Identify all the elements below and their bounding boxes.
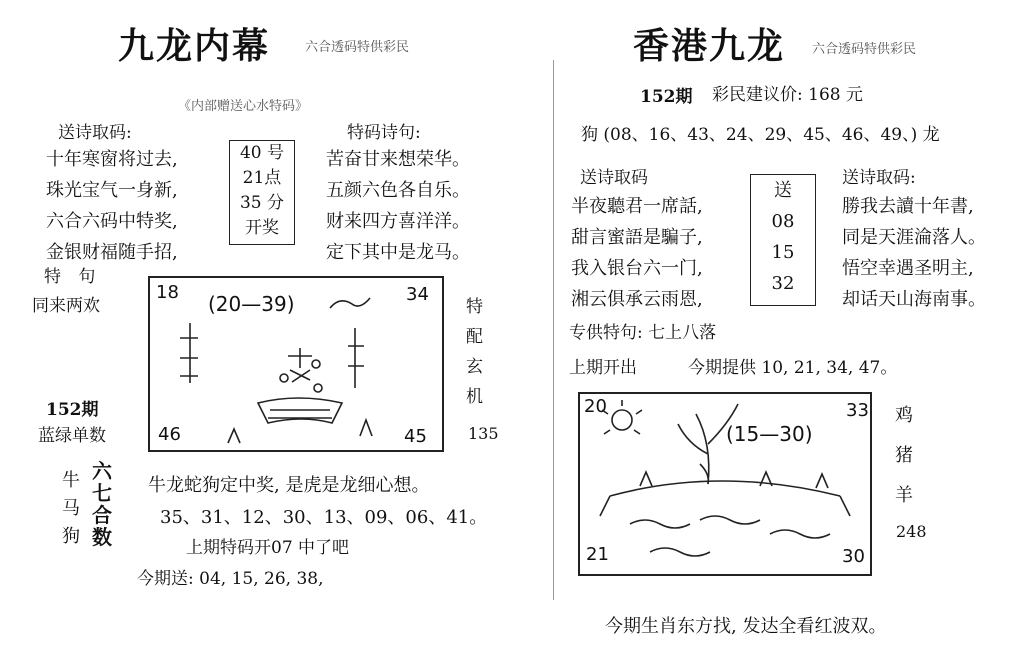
side-char: 机: [466, 387, 483, 407]
draw-box-line: 35 分: [239, 193, 285, 213]
right-side-number: 248: [896, 522, 927, 541]
left-special-text: 同来两欢: [32, 296, 100, 316]
left-line1: 牛龙蛇狗定中奖, 是虎是龙细心想。: [148, 475, 430, 496]
left-picture-frame: [148, 276, 444, 452]
zodiac-char: 马: [62, 498, 80, 519]
picture-number: 30: [842, 546, 865, 567]
zodiac-char: 牛: [62, 470, 80, 491]
send-box-line: 08: [771, 211, 795, 232]
zodiac-char: 鸡: [895, 405, 913, 426]
left-poem-lines: [46, 144, 178, 268]
left-code-poem-label: 特码诗句:: [347, 123, 421, 143]
zodiac-char: 羊: [895, 485, 913, 506]
left-zodiac-col: [62, 467, 80, 551]
right-issue: 152期: [640, 87, 693, 107]
poem-line: 悟空幸遇圣明主,: [842, 258, 974, 279]
right-send-box: [750, 174, 816, 306]
picture-number: 45: [404, 426, 427, 447]
poem-line: 勝我去讀十年書,: [842, 196, 974, 217]
six-seven-char: 数: [92, 525, 112, 549]
picture-number: 20: [584, 396, 607, 417]
picture-number: 46: [158, 424, 181, 445]
right-sketch-drawing: [580, 394, 870, 574]
center-divider: [553, 60, 554, 600]
left-special-label: 特 句: [44, 267, 102, 287]
code-poem-line: 定下其中是龙马。: [326, 242, 470, 263]
left-poem-label: 送诗取码:: [58, 123, 132, 143]
left-side-number: 135: [468, 424, 499, 443]
zodiac-char: 猪: [895, 445, 913, 466]
picture-number: 34: [406, 284, 429, 305]
right-side-zodiac: [895, 396, 913, 516]
left-line2: 35、31、12、30、13、09、06、41。: [160, 507, 488, 528]
left-sketch-drawing: [150, 278, 442, 450]
left-title-sub: 六合透码特供彩民: [305, 40, 410, 55]
picture-number: 18: [156, 282, 179, 303]
draw-box-line: 40 号: [239, 143, 285, 163]
code-poem-line: 财来四方喜洋洋。: [326, 211, 470, 232]
left-line4: 今期送: 04, 15, 26, 38,: [137, 569, 324, 589]
code-poem-line: 苦奋甘来想荣华。: [326, 149, 470, 170]
left-side-vertical: [466, 292, 486, 412]
poem-line: 甜言蜜語是騙子,: [571, 227, 703, 248]
left-line3: 上期特码开07 中了吧: [186, 538, 350, 558]
left-six-seven: [92, 460, 112, 548]
poem-line: 我入银台六一门,: [571, 258, 703, 279]
left-draw-box: [229, 140, 295, 245]
right-dog-line: 狗 (08、16、43、24、29、45、46、49、) 龙: [581, 125, 940, 145]
poem-line: 半夜聽君一席話,: [571, 196, 703, 217]
picture-number: 21: [586, 544, 609, 565]
side-char: 特: [466, 297, 483, 317]
left-title: 九龙内幕: [118, 25, 271, 67]
left-issue: 152期: [46, 400, 99, 420]
poem-line: 却话天山海南事。: [842, 289, 986, 310]
left-issue-note: 蓝绿单数: [38, 426, 106, 446]
right-title-sub: 六合透码特供彩民: [812, 42, 917, 57]
side-char: 玄: [466, 357, 483, 377]
side-char: 配: [466, 327, 483, 347]
six-seven-char: 六: [92, 459, 112, 483]
send-box-line: 送: [774, 180, 792, 201]
left-code-poem-lines: [326, 144, 470, 268]
poem-line: 湘云俱承云雨恩,: [571, 289, 703, 310]
right-special-line: 专供特句: 七上八落: [569, 323, 717, 343]
right-poem-lines-a: [571, 191, 703, 315]
zodiac-char: 狗: [62, 526, 80, 547]
send-box-line: 32: [771, 273, 795, 294]
picture-number: 33: [846, 400, 869, 421]
right-last-line-b: 今期提供 10, 21, 34, 47。: [688, 358, 898, 378]
right-picture-frame: [578, 392, 872, 576]
picture-range: (15—30): [726, 422, 813, 446]
right-poem-label-a: 送诗取码: [580, 168, 648, 188]
code-poem-line: 五颜六色各自乐。: [326, 180, 470, 201]
right-price: 彩民建议价: 168 元: [712, 85, 863, 105]
poem-line: 十年寒窗将过去,: [46, 149, 178, 170]
right-poem-lines-b: [842, 191, 986, 315]
poem-line: 珠光宝气一身新,: [46, 180, 178, 201]
poem-line: 同是天涯淪落人。: [842, 227, 986, 248]
picture-range: (20—39): [208, 292, 295, 316]
left-subtitle: 《内部赠送心水特码》: [178, 99, 309, 114]
six-seven-char: 七: [92, 481, 112, 505]
draw-box-line: 开奖: [245, 218, 279, 238]
poem-line: 六合六码中特奖,: [46, 211, 178, 232]
send-box-line: 15: [771, 242, 795, 263]
right-last-line-a: 上期开出: [569, 358, 637, 378]
six-seven-char: 合: [92, 503, 112, 527]
right-title: 香港九龙: [633, 25, 786, 67]
right-footer: 今期生肖东方找, 发达全看红波双。: [605, 616, 887, 637]
poem-line: 金银财福随手招,: [46, 242, 178, 263]
draw-box-line: 21点: [242, 168, 282, 188]
right-poem-label-b: 送诗取码:: [842, 168, 916, 188]
